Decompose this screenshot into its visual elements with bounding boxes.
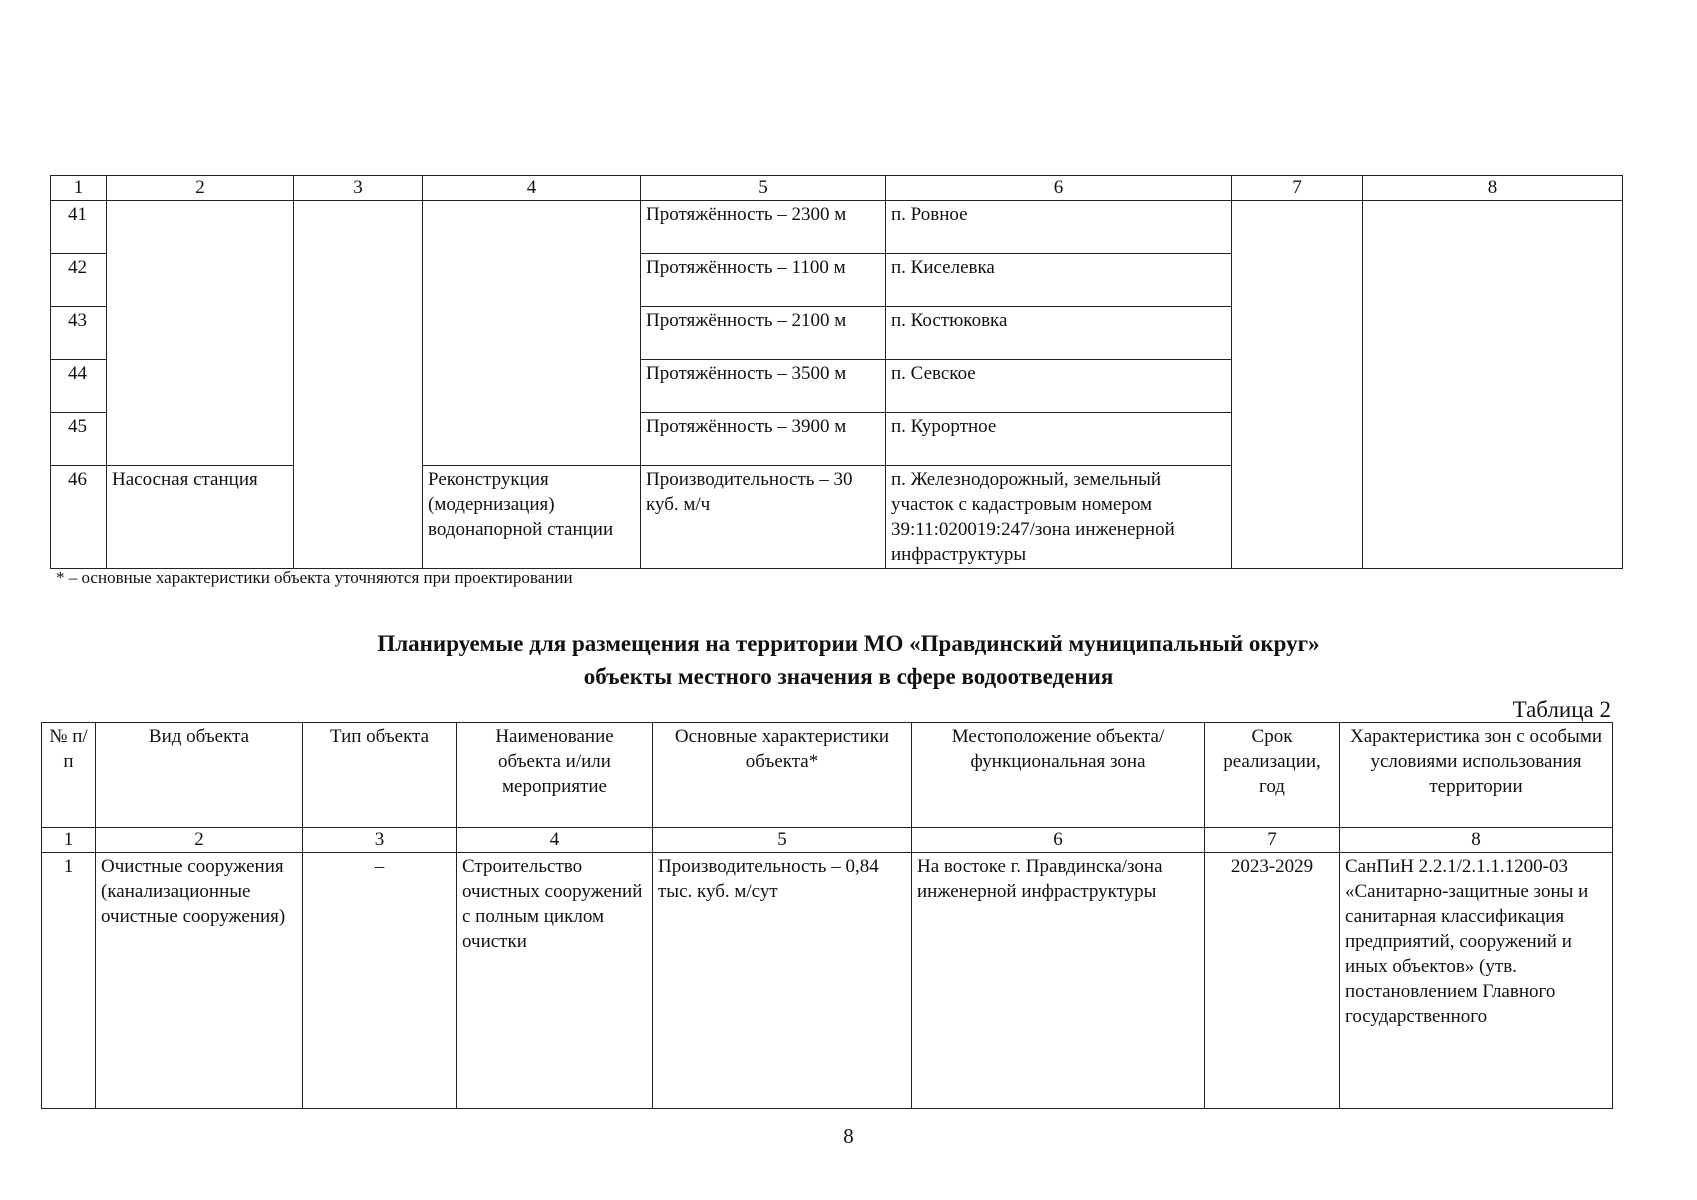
characteristics-cell: Протяжённость – 2300 м bbox=[641, 201, 886, 254]
page-number: 8 bbox=[843, 1124, 854, 1148]
footnote: * – основные характеристики объекта уточняются при проектировании bbox=[56, 568, 573, 587]
column-number: 7 bbox=[1232, 176, 1363, 201]
location-cell: п. Киселевка bbox=[886, 254, 1232, 307]
table-row bbox=[42, 853, 1613, 1109]
characteristics-cell: Протяжённость – 3900 м bbox=[641, 413, 886, 466]
header-num: № п/п bbox=[42, 723, 96, 828]
header-name: Наименование объекта и/или мероприятие bbox=[457, 723, 653, 828]
column-number: 5 bbox=[653, 828, 912, 853]
column-number-row bbox=[51, 176, 1623, 201]
header-object-kind: Вид объекта bbox=[96, 723, 303, 828]
location-cell: п. Севское bbox=[886, 360, 1232, 413]
characteristics-cell: Протяжённость – 3500 м bbox=[641, 360, 886, 413]
column-number: 2 bbox=[96, 828, 303, 853]
row-number: 42 bbox=[51, 254, 107, 307]
row-number: 43 bbox=[51, 307, 107, 360]
table-label: Таблица 2 bbox=[1512, 697, 1611, 722]
wastewater-objects-table bbox=[41, 722, 1613, 1109]
column-number: 2 bbox=[107, 176, 294, 201]
header-location: Местоположение объекта/ функциональная зона bbox=[912, 723, 1205, 828]
column-number: 8 bbox=[1363, 176, 1623, 201]
characteristics-cell: Производительность – 0,84 тыс. куб. м/сут bbox=[653, 853, 912, 1109]
row-number: 44 bbox=[51, 360, 107, 413]
object-type-cell-empty bbox=[294, 201, 423, 569]
header-zones: Характеристика зон с особыми условиями использования территории bbox=[1340, 723, 1613, 828]
location-cell: п. Курортное bbox=[886, 413, 1232, 466]
column-number: 6 bbox=[912, 828, 1205, 853]
term-cell-empty bbox=[1232, 201, 1363, 569]
object-name-cell: Реконструкция (модернизация) водонапорной станции bbox=[423, 466, 641, 569]
column-number: 3 bbox=[303, 828, 457, 853]
object-kind-cell: Насосная станция bbox=[107, 466, 294, 569]
characteristics-cell: Производительность – 30 куб. м/ч bbox=[641, 466, 886, 569]
column-number: 4 bbox=[423, 176, 641, 201]
term-cell: 2023-2029 bbox=[1205, 853, 1340, 1109]
column-number: 6 bbox=[886, 176, 1232, 201]
zones-cell-empty bbox=[1363, 201, 1623, 569]
zones-cell: СанПиН 2.2.1/2.1.1.1200-03 «Санитарно-защитные зоны и санитарная классификация предприятий, сооружений и иных объектов» (утв. постановлением Главного государственного bbox=[1340, 853, 1613, 1109]
table-row bbox=[51, 201, 1623, 254]
object-name-cell-empty bbox=[423, 201, 641, 466]
column-number: 4 bbox=[457, 828, 653, 853]
column-number-row bbox=[42, 828, 1613, 853]
objects-table-continued bbox=[50, 175, 1623, 569]
column-number: 7 bbox=[1205, 828, 1340, 853]
object-kind-cell-empty bbox=[107, 201, 294, 466]
location-cell: п. Ровное bbox=[886, 201, 1232, 254]
object-type-cell: – bbox=[303, 853, 457, 1109]
column-number: 1 bbox=[51, 176, 107, 201]
column-number: 1 bbox=[42, 828, 96, 853]
object-kind-cell: Очистные сооружения (канализационные очистные сооружения) bbox=[96, 853, 303, 1109]
row-number: 46 bbox=[51, 466, 107, 569]
section-title-line2: объекты местного значения в сфере водоотведения bbox=[583, 664, 1114, 689]
row-number: 41 bbox=[51, 201, 107, 254]
column-number: 8 bbox=[1340, 828, 1613, 853]
characteristics-cell: Протяжённость – 1100 м bbox=[641, 254, 886, 307]
header-term: Срок реализации, год bbox=[1205, 723, 1340, 828]
row-number: 45 bbox=[51, 413, 107, 466]
location-cell: п. Железнодорожный, земельный участок с кадастровым номером 39:11:020019:247/зона инженерной инфраструктуры bbox=[886, 466, 1232, 569]
header-characteristics: Основные характеристики объекта* bbox=[653, 723, 912, 828]
section-title-line1: Планируемые для размещения на территории МО «Правдинский муниципальный округ» bbox=[377, 631, 1320, 656]
column-number: 5 bbox=[641, 176, 886, 201]
table-header-row bbox=[42, 723, 1613, 828]
object-name-cell: Строительство очистных сооружений с полным циклом очистки bbox=[457, 853, 653, 1109]
header-object-type: Тип объекта bbox=[303, 723, 457, 828]
column-number: 3 bbox=[294, 176, 423, 201]
location-cell: На востоке г. Правдинска/зона инженерной инфраструктуры bbox=[912, 853, 1205, 1109]
location-cell: п. Костюковка bbox=[886, 307, 1232, 360]
characteristics-cell: Протяжённость – 2100 м bbox=[641, 307, 886, 360]
row-number: 1 bbox=[42, 853, 96, 1109]
